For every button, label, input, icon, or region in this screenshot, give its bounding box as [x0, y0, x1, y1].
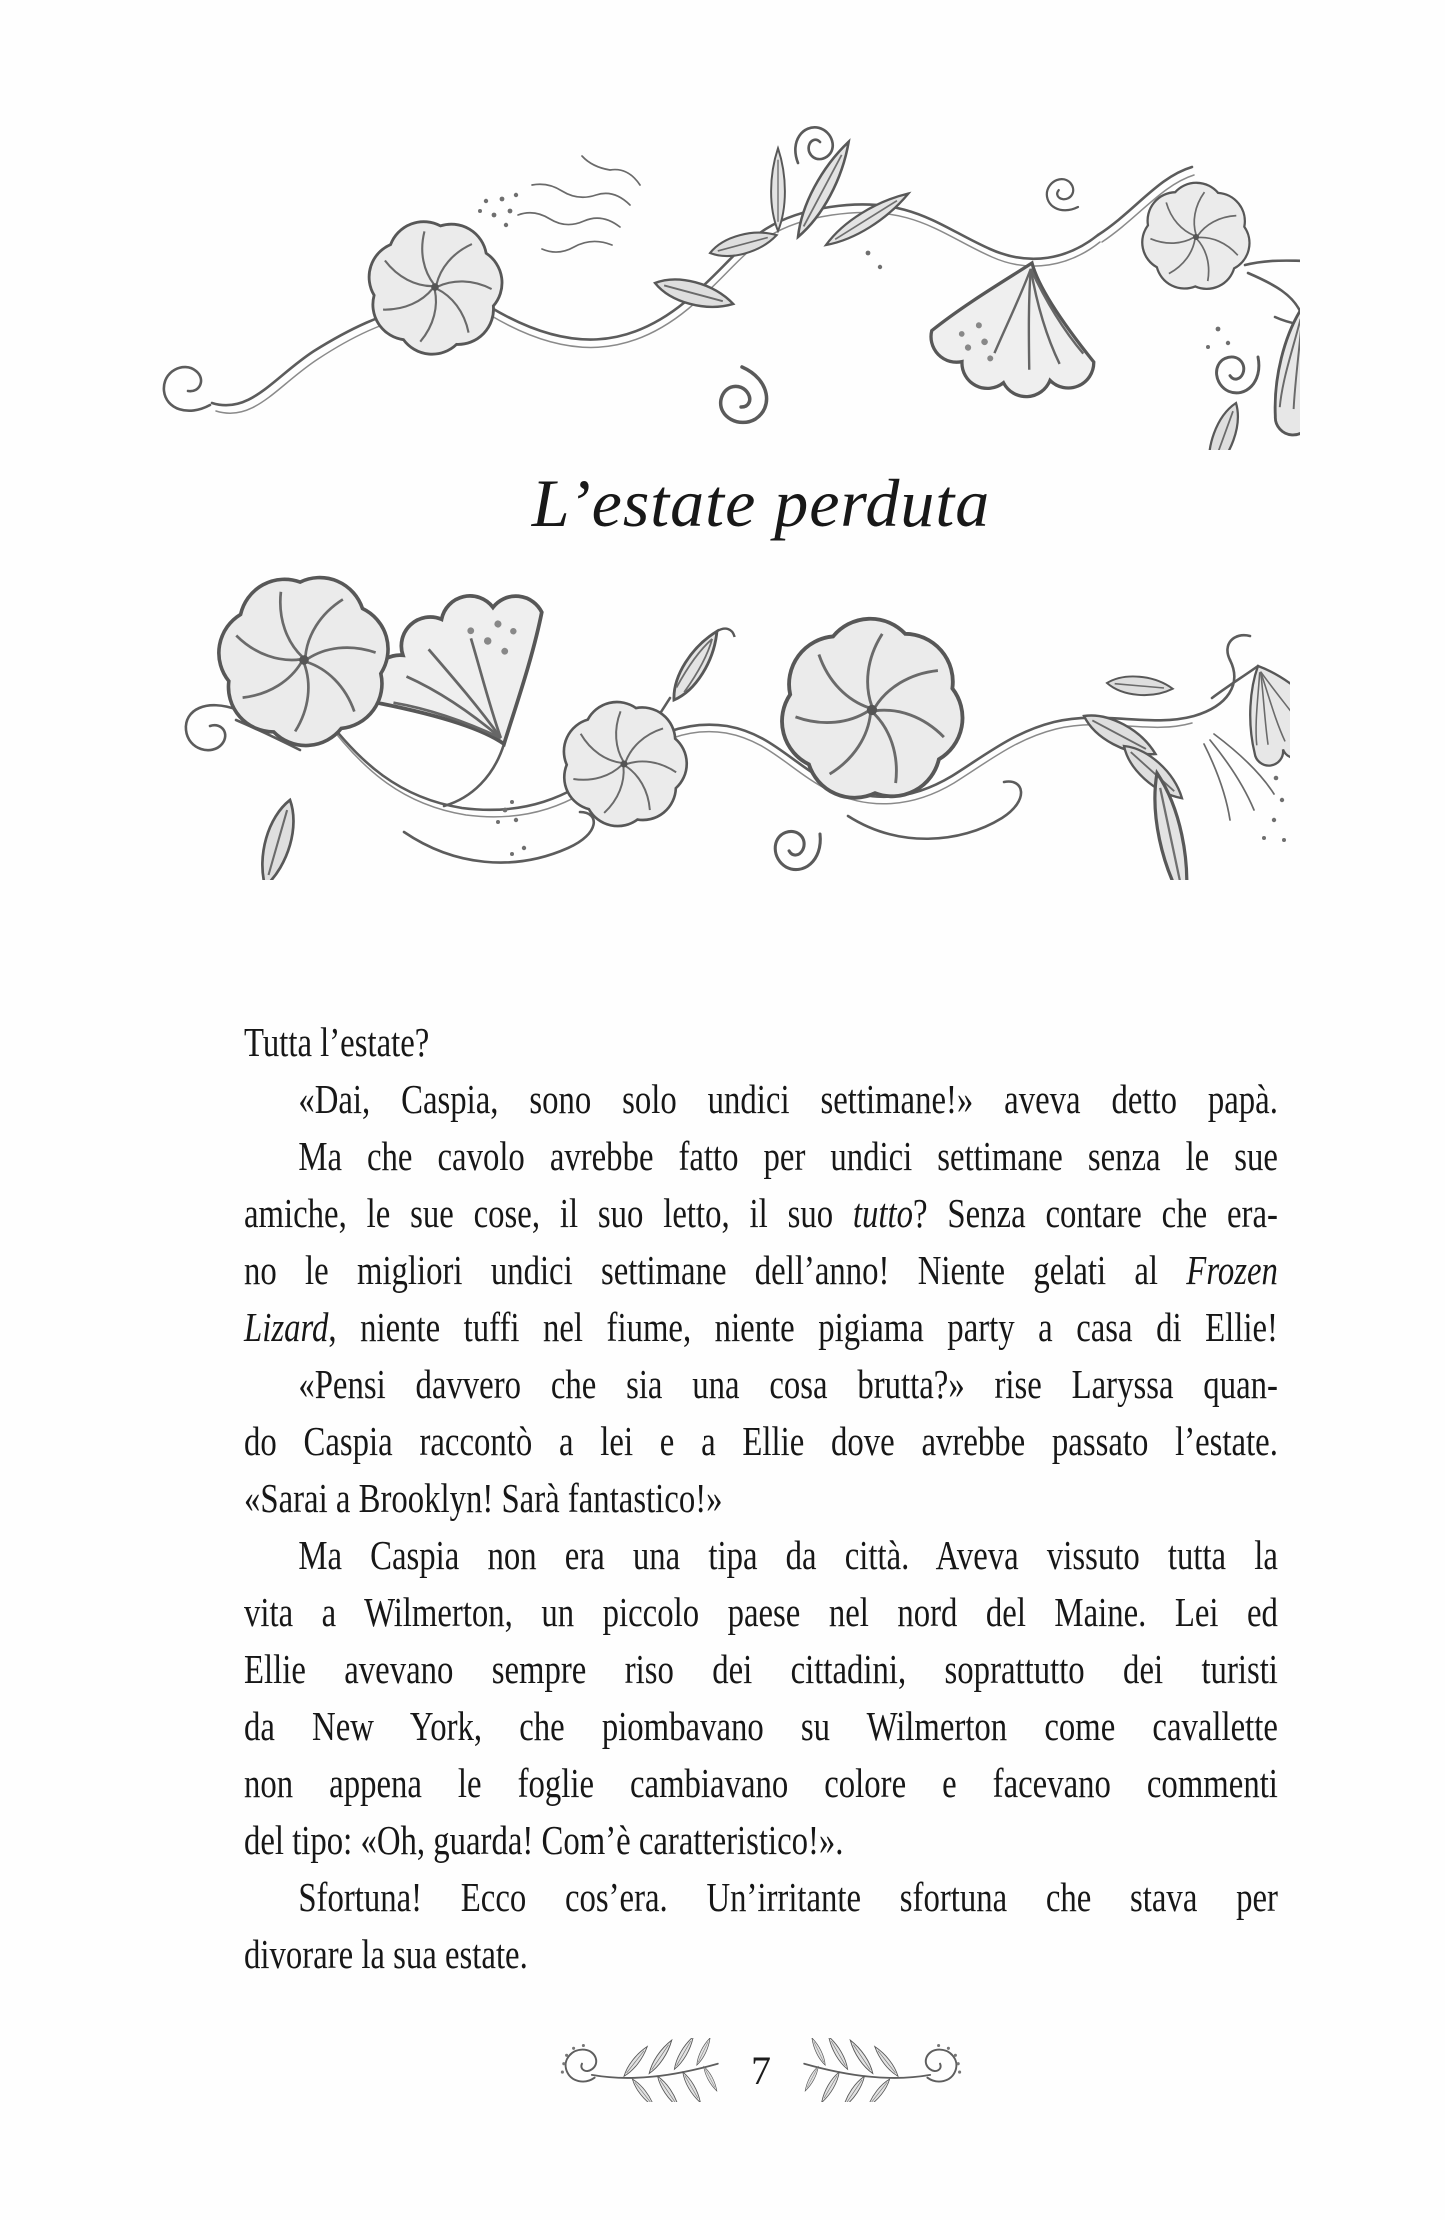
text-segment: vita a Wilmerton, un piccolo paese nel nord del Maine. Lei ed	[244, 1589, 1278, 1635]
text-segment: do Caspia raccontò a lei e a Ellie dove avrebbe passato l’estate.	[244, 1418, 1278, 1464]
footer-right-flourish-icon	[800, 2038, 968, 2102]
text-line	[244, 1242, 1278, 1299]
text-line	[244, 1299, 1278, 1356]
text-segment: amiche, le sue cose, il suo letto, il suo	[244, 1190, 853, 1236]
page-footer	[244, 2028, 1278, 2112]
body-text	[244, 1014, 1278, 1983]
text-line	[244, 1356, 1278, 1413]
text-segment: del tipo: «Oh, guarda! Com’è caratteristico!».	[244, 1817, 844, 1863]
text-line	[244, 1527, 1278, 1584]
text-segment: Lizard	[244, 1304, 329, 1350]
text-segment: da New York, che piombavano su Wilmerton come cavallette	[244, 1703, 1278, 1749]
text-segment: «Dai, Caspia, sono solo undici settimane!» aveva detto papà.	[298, 1076, 1278, 1122]
footer-left-flourish-icon	[554, 2038, 722, 2102]
text-line	[244, 1014, 1278, 1071]
text-line	[244, 1926, 1278, 1983]
text-segment: «Pensi davvero che sia una cosa brutta?» rise Laryssa quan-	[298, 1361, 1278, 1407]
text-segment: ? Senza contare che era-	[913, 1190, 1278, 1236]
text-line	[244, 1584, 1278, 1641]
text-segment: «Sarai a Brooklyn! Sarà fantastico!»	[244, 1475, 723, 1521]
text-line	[244, 1869, 1278, 1926]
text-segment: Sfortuna! Ecco cos’era. Un’irritante sfortuna che stava per	[298, 1874, 1278, 1920]
bottom-floral-ornament	[172, 548, 1290, 880]
text-segment: Ma Caspia non era una tipa da città. Aveva vissuto tutta la	[298, 1532, 1278, 1578]
text-line	[244, 1128, 1278, 1185]
text-segment: Frozen	[1186, 1247, 1278, 1293]
text-segment: Ellie avevano sempre riso dei cittadini, soprattutto dei turisti	[244, 1646, 1278, 1692]
text-line	[244, 1755, 1278, 1812]
text-segment: Ma che cavolo avrebbe fatto per undici settimane senza le sue	[298, 1133, 1278, 1179]
text-line	[244, 1185, 1278, 1242]
text-segment: non appena le foglie cambiavano colore e facevano commenti	[244, 1760, 1278, 1806]
page-number: 7	[751, 2047, 771, 2093]
top-floral-ornament	[150, 105, 1300, 450]
text-segment: , niente tuffi nel fiume, niente pigiama party a casa di Ellie!	[328, 1304, 1278, 1350]
text-line	[244, 1641, 1278, 1698]
text-line	[244, 1413, 1278, 1470]
text-segment: tutto	[852, 1190, 914, 1236]
text-line	[244, 1071, 1278, 1128]
text-segment: Tutta l’estate?	[244, 1019, 430, 1065]
text-segment: no le migliori undici settimane dell’anno! Niente gelati al	[244, 1247, 1187, 1293]
text-line	[244, 1812, 1278, 1869]
chapter-title: L’estate perduta	[531, 464, 991, 541]
text-line	[244, 1470, 1278, 1527]
text-segment: divorare la sua estate.	[244, 1931, 528, 1977]
text-line	[244, 1698, 1278, 1755]
